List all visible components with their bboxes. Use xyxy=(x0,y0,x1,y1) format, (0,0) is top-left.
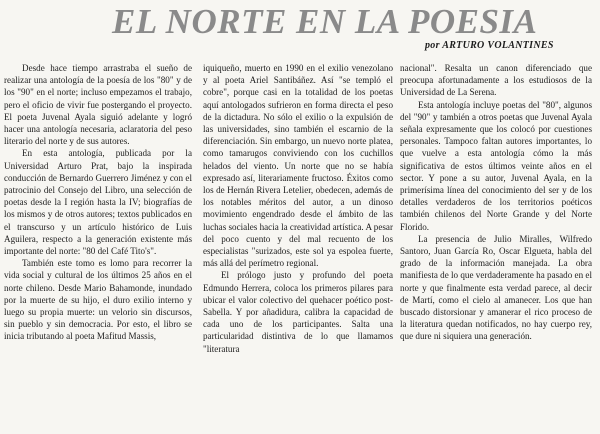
paragraph: También este tomo es lomo para recorrer la vida social y cultural de los últimos 25 años en el norte chileno. Desde Mario Bahamonde, inundado por la muerte de su hijo, el duro exilio interno y luego su propia muerte: un velorio sin discursos, sin pueblo y sin democracia. Por esto, el libro se inicia tributando al poeta Mafitud Massis, xyxy=(4,258,192,342)
paragraph: El prólogo justo y profundo del poeta Edmundo Herrera, coloca los primeros pilares para ubicar el valor colectivo del quehacer poético post-Sabella. Y por añadidura, calibra la capacidad de cada uno de los participantes. Salta una particularidad distintiva de lo que llamamos "literatura xyxy=(203,270,393,354)
paragraph: Desde hace tiempo arrastraba el sueño de realizar una antología de la poesía de los "80" y de los "90" en el norte; incluso empezamos el trabajo, pero el oficio de vivir fue postergando el proyecto. El poeta Juvenal Ayala siguió adelante y logró hacer una antología necesaria, aclaratoria del peso literario del norte y de sus autores. xyxy=(4,63,192,147)
paragraph: La presencia de Julio Miralles, Wilfredo Santoro, Juan García Ro, Oscar Elgueta, habla del grado de la información manejada. La obra manifiesta de lo que verdaderamente ha pasado en el norte y que finalmente esta verdad parece, al decir de Martí, como el cielo al amanecer. Los que han buscado distorsionar y amanerar el rico proceso de la literatura quedan notificados, no hay cuerpo rey, que dure ni siquiera una generación. xyxy=(400,233,592,342)
paragraph: iquiqueño, muerto en 1990 en el exilio venezolano y al poeta Ariel Santibáñez. Así "se templó el cobre", porque casi en la totalidad de los poetas aquí antologados sufrieron en forma directa el peso de la dictadura. No sólo el exilio o la expulsión de las universidades, sino también el escarnio de la diferenciación. Sin embargo, un nuevo norte platea, como tamarugos conviviendo con los cuchillos helados del viento. Un norte que no se había expresado así, literariamente fructoso. Éxitos como los de Hernán Rivera Letelier, obedecen, además de los notables méritos del autor, a un dinoso movimiento engendrado desde el ámbito de las luchas sociales hacia la creatividad artística. A pesar del poco cuento y del mal recuento de los especialistas "surizados, este sol ya espolea fuerte, más allá del perímetro regional. xyxy=(203,63,393,269)
paragraph: nacional". Resalta un canon diferenciado que preocupa afortunadamente a los estudiosos de la Universidad de La Serena. xyxy=(400,63,592,98)
article-column-2 xyxy=(203,62,393,355)
article-title: EL NORTE EN LA POESIA xyxy=(112,2,538,41)
article-byline: por ARTURO VOLANTINES xyxy=(425,40,554,51)
article-column-3 xyxy=(400,62,592,343)
paragraph: Esta antología incluye poetas del "80", algunos del "90" y también a otros poetas que Juvenal Ayala señala expresamente que los colocó por cuestiones personales. Tampoco faltan autores importantes, lo que vuelve a esta antología cómo la más significativa de estos últimos veinte años en el sector. Y pone a su autor, Juvenal Ayala, en la primerísima línea del conocimiento del ser y de los detalles verdaderos de los territorios poéticos también chilenos del Norte Grande y del Norte Florido. xyxy=(400,99,592,232)
paragraph: En esta antología, publicada por la Universidad Arturo Prat, bajo la inspirada conducción de Bernardo Guerrero Jiménez y con el patrocinio del Consejo del Libro, una selección de poetas desde la I región hasta la IV; biografías de los mismos y de otros autores; textos publicados en el transcurso y un artículo histórico de Luis Aguilera, respecto a la generación existente más importante del norte: "80 del Café Tito's". xyxy=(4,148,192,257)
article-column-1 xyxy=(4,62,192,343)
